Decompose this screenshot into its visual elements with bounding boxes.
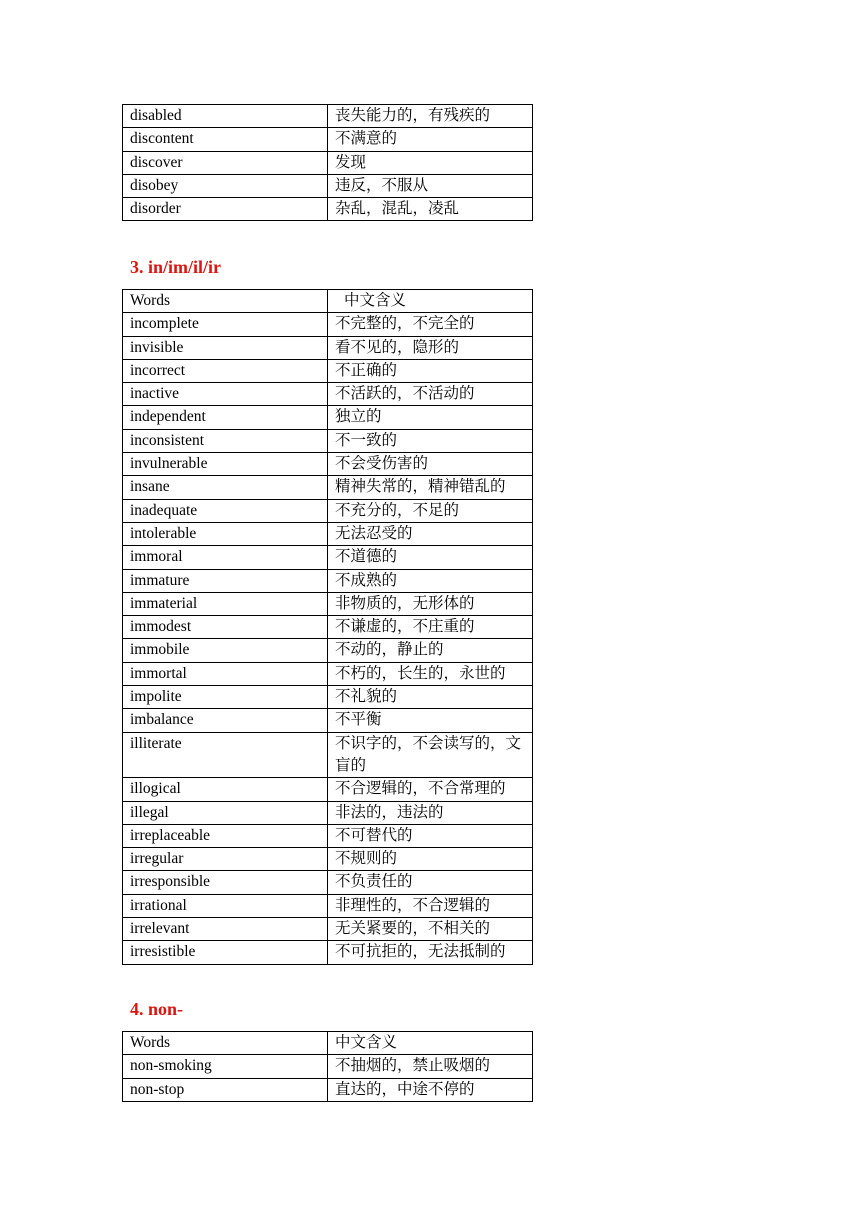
word-cell: immaterial [123,592,328,615]
meaning-cell: 不谦虚的，不庄重的 [328,616,533,639]
meaning-cell: 杂乱，混乱，凌乱 [328,198,533,221]
meaning-cell: 丧失能力的，有残疾的 [328,105,533,128]
word-cell: impolite [123,686,328,709]
table-row [123,686,533,709]
word-cell: intolerable [123,522,328,545]
meaning-cell: 不会受伤害的 [328,453,533,476]
word-cell: immobile [123,639,328,662]
table-row [123,522,533,545]
table-row [123,336,533,359]
word-cell: inadequate [123,499,328,522]
meaning-cell: 不平衡 [328,709,533,732]
meaning-cell: 不道德的 [328,546,533,569]
meaning-cell: 不礼貌的 [328,686,533,709]
word-cell: invulnerable [123,453,328,476]
header-meaning: 中文含义 [328,290,533,313]
word-cell: irresistible [123,941,328,964]
section-heading-non: 4. non- [130,999,184,1019]
meaning-cell: 非物质的，无形体的 [328,592,533,615]
meaning-cell: 不朽的，长生的，永世的 [328,662,533,685]
word-cell: incomplete [123,313,328,336]
table-row [123,429,533,452]
meaning-cell: 不可抗拒的，无法抵制的 [328,941,533,964]
word-cell: irresponsible [123,871,328,894]
table-row [123,941,533,964]
table-row [123,174,533,197]
meaning-cell: 非法的，违法的 [328,801,533,824]
table-row [123,359,533,382]
table-row [123,453,533,476]
header-meaning: 中文含义 [328,1032,533,1055]
meaning-cell: 发现 [328,151,533,174]
table-row [123,801,533,824]
meaning-cell: 不正确的 [328,359,533,382]
table-row [123,709,533,732]
vocab-table-in-im-il-ir [122,289,533,965]
word-cell: discontent [123,128,328,151]
table-row [123,569,533,592]
table-row [123,105,533,128]
word-cell: irregular [123,848,328,871]
word-cell: irreplaceable [123,824,328,847]
word-cell: irrational [123,894,328,917]
table-row [123,918,533,941]
meaning-cell: 不成熟的 [328,569,533,592]
word-cell: independent [123,406,328,429]
table-body [123,105,533,221]
table-row [123,778,533,801]
table-row [123,732,533,778]
table-row [123,546,533,569]
table-row [123,313,533,336]
word-cell: immodest [123,616,328,639]
word-cell: irrelevant [123,918,328,941]
table-header-row [123,290,533,313]
meaning-cell: 不抽烟的，禁止吸烟的 [328,1055,533,1078]
word-cell: insane [123,476,328,499]
word-cell: non-stop [123,1078,328,1101]
table-row [123,894,533,917]
meaning-cell: 不满意的 [328,128,533,151]
table-row [123,871,533,894]
word-cell: non-smoking [123,1055,328,1078]
meaning-cell: 不充分的，不足的 [328,499,533,522]
meaning-cell: 不完整的，不完全的 [328,313,533,336]
table-body [123,290,533,965]
table-row [123,406,533,429]
meaning-cell: 违反，不服从 [328,174,533,197]
meaning-cell: 不活跃的，不活动的 [328,383,533,406]
table-row [123,824,533,847]
word-cell: immortal [123,662,328,685]
vocab-table-non [122,1031,533,1102]
table-row [123,848,533,871]
word-cell: immoral [123,546,328,569]
word-cell: disabled [123,105,328,128]
table-body [123,1032,533,1102]
meaning-cell: 不负责任的 [328,871,533,894]
word-cell: disorder [123,198,328,221]
vocab-table-dis [122,104,533,221]
table-row [123,662,533,685]
table-row [123,128,533,151]
meaning-cell: 不一致的 [328,429,533,452]
header-words: Words [123,290,328,313]
table-row [123,151,533,174]
word-cell: inconsistent [123,429,328,452]
table-row [123,592,533,615]
meaning-cell: 无法忍受的 [328,522,533,545]
table-row [123,639,533,662]
table-row [123,1055,533,1078]
meaning-cell: 不动的，静止的 [328,639,533,662]
meaning-cell: 无关紧要的，不相关的 [328,918,533,941]
word-cell: inactive [123,383,328,406]
word-cell: illiterate [123,732,328,778]
word-cell: invisible [123,336,328,359]
meaning-cell: 独立的 [328,406,533,429]
meaning-cell: 精神失常的，精神错乱的 [328,476,533,499]
meaning-cell: 不规则的 [328,848,533,871]
table-row [123,198,533,221]
header-words: Words [123,1032,328,1055]
word-cell: immature [123,569,328,592]
table-row [123,476,533,499]
meaning-cell: 直达的，中途不停的 [328,1078,533,1101]
meaning-cell: 不合逻辑的，不合常理的 [328,778,533,801]
word-cell: incorrect [123,359,328,382]
word-cell: disobey [123,174,328,197]
word-cell: illegal [123,801,328,824]
table-row [123,499,533,522]
meaning-cell: 不可替代的 [328,824,533,847]
table-row [123,383,533,406]
word-cell: imbalance [123,709,328,732]
table-row [123,1078,533,1101]
table-header-row [123,1032,533,1055]
section-heading-in-im-il-ir: 3. in/im/il/ir [130,257,222,277]
word-cell: discover [123,151,328,174]
word-cell: illogical [123,778,328,801]
table-row [123,616,533,639]
meaning-cell: 不识字的，不会读写的，文盲的 [328,732,533,778]
meaning-cell: 看不见的，隐形的 [328,336,533,359]
meaning-cell: 非理性的，不合逻辑的 [328,894,533,917]
